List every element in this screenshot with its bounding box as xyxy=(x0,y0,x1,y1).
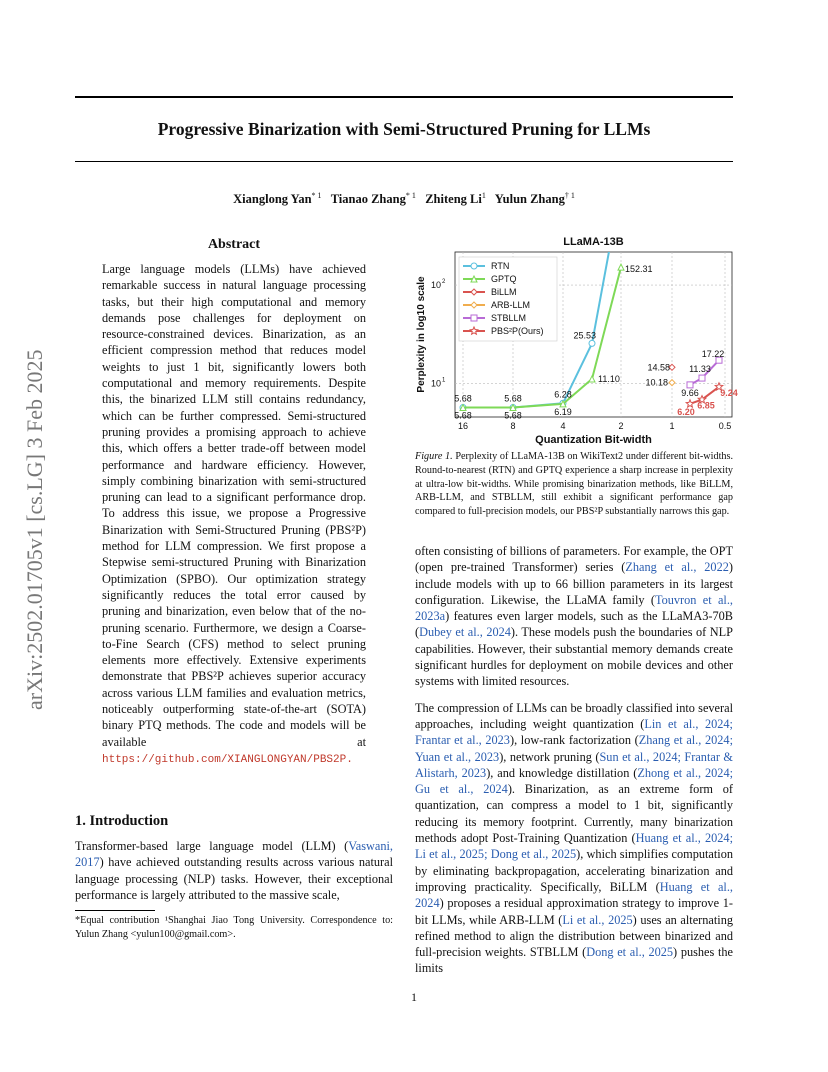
data-point xyxy=(699,375,705,381)
text: ) uses an alternating refined method to align the distribution between binarized and full-precision weights. STBLLM ( xyxy=(415,912,733,960)
text: ), which simplifies computation by eliminating backpropagation, accelerating binarization and improving practicality. Specifically, BiLLM ( xyxy=(415,847,733,894)
x-tick-label: 8 xyxy=(510,421,516,431)
author-affil: † 1 xyxy=(564,191,575,200)
citation-link[interactable]: Zhong et al., 2024; Gu et al., 2024 xyxy=(415,765,734,797)
citation-link[interactable]: Zhang et al., 2024; Yuan et al., 2023 xyxy=(415,733,733,764)
data-label: 152.31 xyxy=(625,264,653,275)
citation-link[interactable]: Zhang et al., 2022 xyxy=(625,560,729,575)
text: ), network pruning ( xyxy=(499,749,600,764)
introduction-text xyxy=(75,838,393,903)
legend-label: ARB-LLM xyxy=(491,300,531,310)
author-name: Tianao Zhang xyxy=(330,192,406,207)
intro-text: ) have achieved outstanding results across various natural language processing (NLP) tasks. However, their exceptional performance is largely attributed to the massive scale, xyxy=(75,855,393,902)
data-label: 6.28 xyxy=(554,389,572,400)
y-tick-label: 10 xyxy=(430,378,441,389)
citation-link[interactable]: Touvron et al., 2023a xyxy=(415,592,733,624)
data-label: 14.58 xyxy=(647,362,670,373)
citation-link[interactable]: Dubey et al., 2024 xyxy=(419,625,511,640)
data-label: 6.20 xyxy=(677,406,695,417)
author-name: Zhiteng Li xyxy=(425,192,482,207)
abstract-body xyxy=(102,261,366,768)
chart-title: LLaMA-13B xyxy=(563,236,624,248)
abstract-heading: Abstract xyxy=(207,237,261,252)
text: ) features even larger models, such as the LLaMA3-70B ( xyxy=(415,609,733,640)
data-point xyxy=(589,376,595,382)
y-tick-exponent: 2 xyxy=(442,279,446,286)
author-name: Xianglong Yan xyxy=(233,192,312,207)
legend-marker xyxy=(471,315,477,321)
legend-label: GPTQ xyxy=(491,274,517,284)
x-tick-label: 2 xyxy=(618,421,624,431)
section-heading-introduction: 1. Introduction xyxy=(75,813,169,829)
title-rule-bottom xyxy=(75,161,733,162)
data-label: 17.22 xyxy=(701,349,725,360)
code-link[interactable]: https://github.com/XIANGLONGYAN/PBS2P. xyxy=(102,753,353,766)
legend-label: RTN xyxy=(491,261,510,271)
data-label: 5.68 xyxy=(454,410,472,421)
citation-link[interactable]: Lin et al., 2024; Frantar et al., 2023 xyxy=(415,716,733,748)
data-point xyxy=(618,264,624,270)
title-rule-top xyxy=(75,96,733,98)
perplexity-chart xyxy=(410,232,740,447)
paper-title: Progressive Binarization with Semi-Structured Pruning for LLMs xyxy=(157,119,651,139)
caption-label: Figure 1. xyxy=(415,451,453,462)
y-tick-label: 10 xyxy=(430,280,441,291)
figure-caption xyxy=(415,450,733,519)
citation-link[interactable]: Sun et al., 2024; Frantar & Alistarh, 2023 xyxy=(415,749,733,780)
text: ) proposes a residual approximation strategy to improve 1-bit LLMs, while ARB-LLM ( xyxy=(415,896,733,927)
text: ), low-rank factorization ( xyxy=(509,733,639,748)
legend-label: BiLLM xyxy=(491,287,517,297)
paragraph xyxy=(415,700,733,977)
citation-link[interactable]: Dong et al., 2025 xyxy=(586,945,674,960)
text: ). These models push the boundaries of NLP capabilities. However, their substantial memory demands create significant hurdles for deployment on mobile devices and other systems with limited resources. xyxy=(415,625,733,689)
citation-link[interactable]: Vaswani, 2017 xyxy=(75,839,393,870)
y-tick-exponent: 1 xyxy=(442,377,446,384)
citation-link[interactable]: Li et al., 2025 xyxy=(562,912,633,927)
x-tick-label: 4 xyxy=(560,421,566,431)
data-point xyxy=(669,380,675,386)
paragraph xyxy=(415,543,733,690)
text: The compression of LLMs can be broadly classified into several approaches, including weight quantization ( xyxy=(415,700,733,731)
arxiv-stamp: arXiv:2502.01705v1 [cs.LG] 3 Feb 2025 xyxy=(22,349,47,711)
footnote: *Equal contribution ¹Shanghai Jiao Tong University. Correspondence to: Yulun Zhang <yulun100@gmail.com>. xyxy=(75,915,393,940)
data-point xyxy=(589,340,595,346)
abstract-text: Large language models (LLMs) have achieved remarkable success in natural language processing tasks, but their high computational and memory demands pose challenges for deployment on resource-constrained devices. Binarization, as an efficient compression method that reduces model weights to just 1 bit, significantly lowers both computational and memory requirements. Despite this, the binarized LLM still contains redundancy, which can be further compressed. Semi-structured pruning provides a promising approach to achieve this, which offers a better trade-off between model performance and hardware efficiency. However, simply combining binarization with semi-structured pruning can lead to a significant performance drop. To address this issue, we propose a Progressive Binarization with Semi-Structured Pruning (PBS²P) method for LLM compression. We first propose a Stepwise semi-structured Pruning with Binarization Optimization (SPBO). Our optimization strategy significantly reduces the total error caused by pruning and binarization, even below that of the no-pruning scenario. Furthermore, we design a Coarse-to-Fine Search (CFS) method to select pruning elements more effectively. Extensive experiments demonstrate that PBS²P achieves superior accuracy across various LLM families and evaluation metrics, noticeably outperforming state-of-the-art (SOTA) binary PTQ methods. The code and models will be available at xyxy=(102,262,366,749)
author-affil: * 1 xyxy=(405,191,416,200)
data-label: 9.66 xyxy=(681,387,699,398)
author-affil: 1 xyxy=(481,191,486,200)
y-axis-label: Perplexity in log10 scale xyxy=(416,276,427,393)
text: ) include models with up to 66 billion parameters in its largest configuration. Likewise, the LLaMA family ( xyxy=(415,560,733,607)
data-label: 6.85 xyxy=(697,400,715,411)
text: ). Binarization, as an extreme form of quantization, can compress a model to 1 bit, significantly reducing its memory footprint. Currently, many binarization methods adopt Post-Training Quantization ( xyxy=(415,782,733,846)
data-label: 11.10 xyxy=(598,373,620,384)
author-affil: * 1 xyxy=(311,191,322,200)
citation-link[interactable]: Huang et al., 2024 xyxy=(415,879,733,911)
text: often consisting of billions of parameters. For example, the OPT (open pre-trained Transformer) series ( xyxy=(415,544,733,575)
citation-link[interactable]: Huang et al., 2024; Li et al., 2025; Dong et al., 2025 xyxy=(415,831,733,862)
data-label: 6.19 xyxy=(554,406,572,417)
x-tick-label: 1 xyxy=(669,421,675,431)
data-label: 5.68 xyxy=(504,410,522,421)
data-label: 11.33 xyxy=(689,364,711,375)
x-axis-label: Quantization Bit-width xyxy=(535,434,652,446)
author-name: Yulun Zhang xyxy=(494,192,565,207)
data-label: 5.68 xyxy=(504,393,522,404)
legend-marker xyxy=(471,263,477,269)
caption-text: Perplexity of LLaMA-13B on WikiText2 under different bit-widths. Round-to-nearest (RTN) and GPTQ experience a sharp increase in perplexity at ultra-low bit-widths. While promising binarization methods, like BiLLM, ARB-LLM, and STBLLM, still exhibit a significant performance gap compared to full-precision models, our PBS²P substantially narrows this gap. xyxy=(415,451,734,518)
figure-1-chart xyxy=(410,232,740,447)
data-label: 9.24 xyxy=(720,387,738,398)
author-list xyxy=(75,191,733,207)
x-tick-label: 0.5 xyxy=(718,421,732,431)
text: ), and knowledge distillation ( xyxy=(486,765,638,780)
data-label: 10.18 xyxy=(645,377,668,388)
text: ) pushes the limits xyxy=(415,945,733,976)
right-column-text xyxy=(415,543,733,987)
legend-label: STBLLM xyxy=(491,313,527,323)
footnote-rule xyxy=(75,910,155,911)
x-tick-label: 16 xyxy=(457,421,469,431)
page-number: 1 xyxy=(411,990,417,1004)
legend-label: PBS²P(Ours) xyxy=(491,326,544,336)
data-label: 5.68 xyxy=(454,393,472,404)
intro-text: Transformer-based large language model (LLM) ( xyxy=(75,839,349,853)
data-label: 25.53 xyxy=(573,330,596,341)
